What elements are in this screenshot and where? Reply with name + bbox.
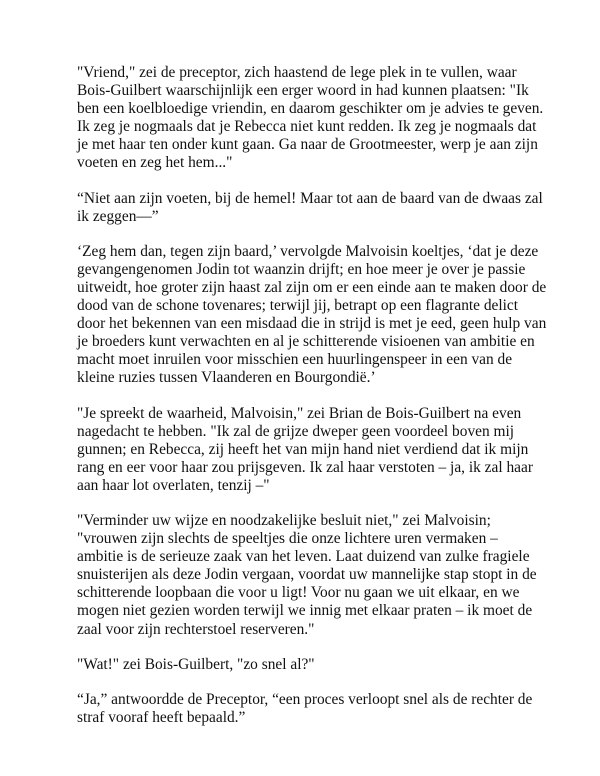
paragraph-3: ‘Zeg hem dan, tegen zijn baard,’ vervolgde Malvoisin koeltjes, ‘dat je deze gevangengenomen Jodin tot waanzin drijft; en hoe meer je over je passie uitweidt, hoe groter zijn haast zal zijn om er een einde aan te maken door de dood van de schone tovenares; terwijl jij, betrapt op een flagrante delict door het bekennen van een misdaad die in strijd is met je eed, geen hulp van je broeders kunt verwachten en al je schitterende visioenen van ambitie en macht moet inruilen voor misschien een huurlingenspeer in een van de kleine ruzies tussen Vlaanderen en Bourgondië.’	[77, 242, 547, 387]
paragraph-2: “Niet aan zijn voeten, bij de hemel! Maar tot aan de baard van de dwaas zal ik zeggen—”	[77, 189, 543, 225]
paragraph-5: "Verminder uw wijze en noodzakelijke besluit niet," zei Malvoisin; "vrouwen zijn slechts de speeltjes die onze lichtere uren vermaken – ambitie is de serieuze zaak van het leven. Laat duizend van zulke fragiele snuisterijen als deze Jodin vergaan, voordat uw mannelijke stap stopt in de schitterende loopbaan die voor u ligt! Voor nu gaan we uit elkaar, en we mogen niet gezien worden terwijl we innig met elkaar praten – ik moet de zaal voor zijn rechterstoel reserveren."	[77, 511, 537, 638]
paragraph-7: “Ja,” antwoordde de Preceptor, “een proces verloopt snel als de rechter de straf vooraf heeft bepaald.”	[77, 690, 533, 726]
paragraph-4: "Je spreekt de waarheid, Malvoisin," zei Brian de Bois-Guilbert na even nagedacht te hebben. "Ik zal de grijze dweper geen voordeel boven mij gunnen; en Rebecca, zij heeft het van mijn hand niet verdiend dat ik mijn rang en eer voor haar zou prijsgeven. Ik zal haar verstoten – ja, ik zal haar aan haar lot overlaten, tenzij –"	[77, 404, 533, 494]
paragraph-6: "Wat!" zei Bois-Guilbert, "zo snel al?"	[77, 655, 315, 673]
document-page	[77, 64, 547, 744]
paragraph-1: "Vriend," zei de preceptor, zich haastend de lege plek in te vullen, waar Bois-Guilbert waarschijnlijk een erger woord in had kunnen plaatsen: "Ik ben een koelbloedige vriendin, en daarom geschikter om je advies te geven. Ik zeg je nogmaals dat je Rebecca niet kunt redden. Ik zeg je nogmaals dat je met haar ten onder kunt gaan. Ga naar de Grootmeester, werp je aan zijn voeten en zeg het hem..."	[77, 64, 544, 172]
